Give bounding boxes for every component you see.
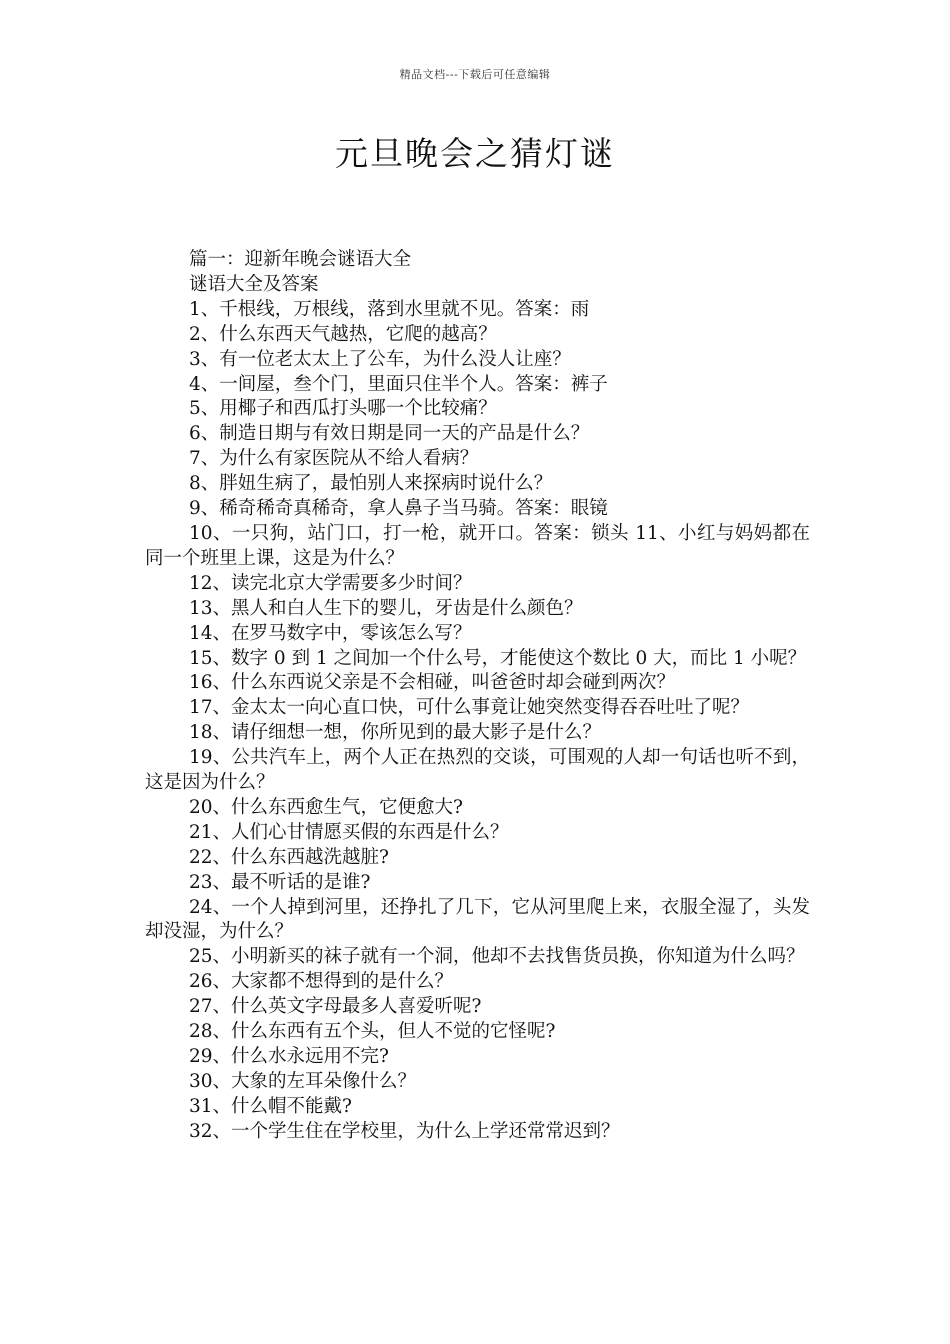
document-body [145,248,810,1145]
section-heading: 篇一：迎新年晚会谜语大全 [189,249,412,270]
riddle-item: 6、制造日期与有效日期是同一天的产品是什么？ [189,423,590,445]
riddle-item: 28、什么东西有五个头，但人不觉的它怪呢? [189,1021,556,1043]
riddle-item: 13、黑人和白人生下的婴儿，牙齿是什么颜色？ [189,597,583,619]
riddle-item: 18、请仔细想一想，你所见到的最大影子是什么？ [189,722,602,744]
page-header-note: 精品文档---下载后可任意编辑 [399,68,551,81]
riddle-item: 3、有一位老太太上了公车，为什么没人让座？ [189,348,571,370]
riddle-item: 30、大象的左耳朵像什么？ [189,1070,417,1092]
riddle-item: 8、胖妞生病了，最怕别人来探病时说什么？ [189,473,553,495]
riddle-item: 23、最不听话的是谁? [189,871,371,893]
riddle-item: 31、什么帽不能戴? [189,1095,352,1117]
riddle-item: 24、一个人掉到河里，还挣扎了几下，它从河里爬上来，衣服全湿了，头发却没湿，为什么？ [145,896,810,943]
riddle-item: 29、什么水永远用不完? [189,1046,389,1067]
riddle-item: 10、一只狗，站门口，打一枪，就开口。答案：锁头 11、小红与妈妈都在同一个班里上课，这是为什么？ [145,522,810,569]
riddle-item: 32、一个学生住在学校里，为什么上学还常常迟到？ [189,1120,620,1142]
riddle-item: 12、读完北京大学需要多少时间？ [189,572,472,594]
riddle-item: 5、用椰子和西瓜打头哪一个比较痛？ [189,398,497,420]
riddle-item: 26、大家都不想得到的是什么？ [189,971,454,993]
riddle-item: 22、什么东西越洗越脏? [189,846,389,868]
riddle-item: 27、什么英文字母最多人喜爱听呢? [189,996,482,1018]
riddle-item: 17、金太太一向心直口快，可什么事竟让她突然变得吞吞吐吐了呢？ [189,697,750,719]
riddle-item: 1、千根线，万根线，落到水里就不见。答案：雨 [189,298,590,320]
document-title: 元旦晚会之猜灯谜 [335,134,615,173]
riddle-item: 7、为什么有家医院从不给人看病？ [189,448,479,470]
riddle-item: 14、在罗马数字中，零该怎么写？ [189,622,472,644]
riddle-item: 2、什么东西天气越热，它爬的越高？ [189,323,497,345]
riddle-item: 21、人们心甘情愿买假的东西是什么？ [189,821,509,843]
riddle-item: 25、小明新买的袜子就有一个洞，他却不去找售货员换，你知道为什么吗？ [189,946,805,968]
subheading: 谜语大全及答案 [189,273,319,295]
riddle-item: 16、什么东西说父亲是不会相碰，叫爸爸时却会碰到两次？ [189,672,676,694]
riddle-item: 19、公共汽车上，两个人正在热烈的交谈，可围观的人却一句话也听不到，这是因为什么？ [145,747,810,794]
riddle-item: 4、一间屋，叁个门，里面只住半个人。答案：裤子 [189,373,608,395]
riddle-item: 20、什么东西愈生气，它便愈大? [189,796,463,818]
riddle-item: 15、数字 0 到 1 之间加一个什么号，才能使这个数比 0 大，而比 1 小呢？ [189,647,807,669]
riddle-item: 9、稀奇稀奇真稀奇，拿人鼻子当马骑。答案：眼镜 [189,498,608,520]
